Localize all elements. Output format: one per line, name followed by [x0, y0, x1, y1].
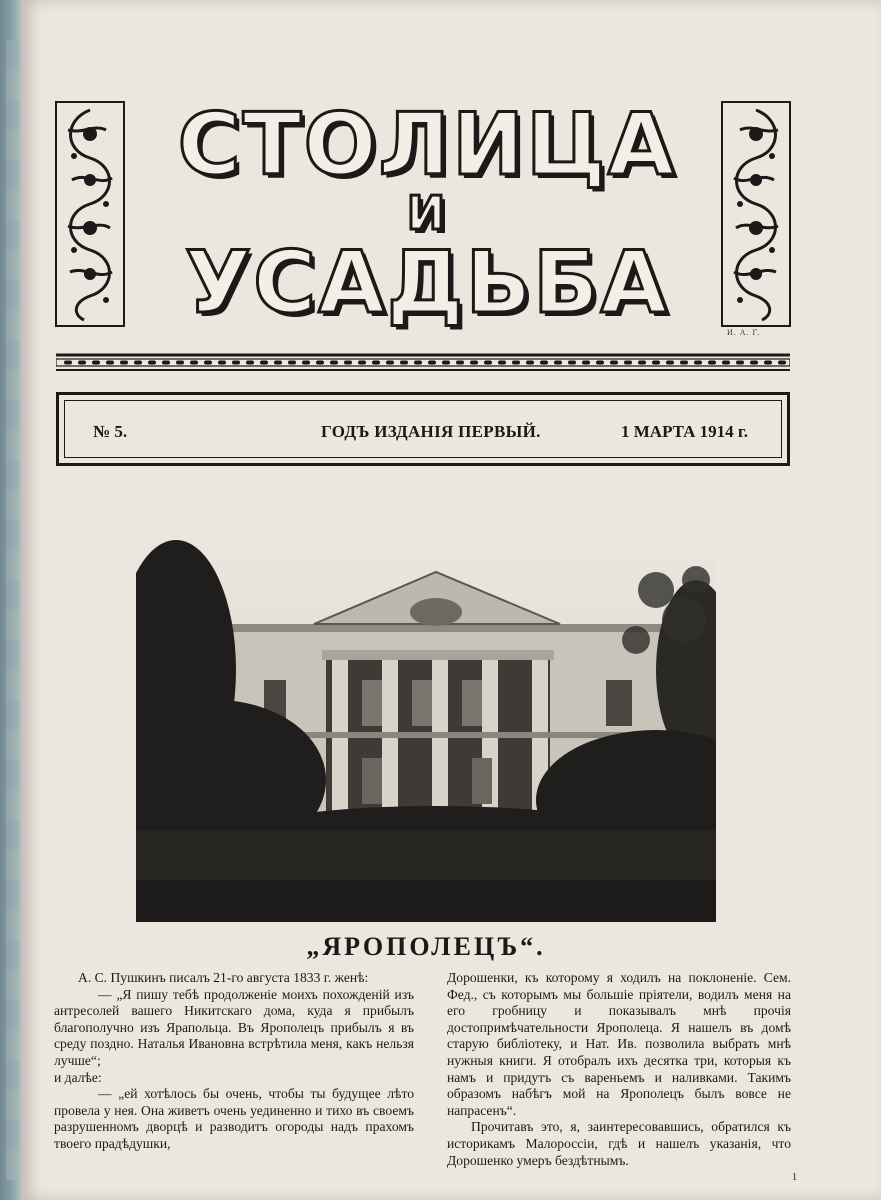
- article-column-left: [54, 970, 414, 1153]
- article-paragraph: Прочитавъ это, я, заинтересовавшись, обратился къ историкамъ Малороссіи, гдѣ и нашелъ указанія, что Дорошенко умеръ бездѣтнымъ.: [447, 1119, 791, 1168]
- article-paragraph: — „ей хотѣлось бы очень, чтобы ты будущее лѣто провела у нея. Она живетъ очень уединенно и тихо въ своемъ разрушенномъ дворцѣ и разводитъ огороды надъ прахомъ твоего прадѣдушки,: [54, 1086, 414, 1151]
- binding-edge: [6, 40, 20, 1180]
- article-column-right: [447, 970, 791, 1169]
- article-paragraph: А. С. Пушкинъ писалъ 21-го августа 1833 г. женѣ:: [78, 970, 369, 985]
- masthead-title-conjunction: И: [406, 186, 448, 240]
- floral-ornament-left-icon: [54, 100, 126, 328]
- masthead-title-bottom: УСАДЬБА: [184, 233, 670, 333]
- publication-year-label: ГОДЪ ИЗДАНІЯ ПЕРВЫЙ.: [321, 422, 541, 441]
- issue-info-bar: [56, 392, 790, 466]
- floral-ornament-right-icon: [720, 100, 792, 328]
- article-paragraph: Дорошенки, къ которому я ходилъ на поклоненіе. Сем. Фед., съ которымъ мы большіе пріятели, водилъ меня на его гробницу и показывалъ мнѣ прочія достопримѣчательности Ярополеца. Я нашелъ въ домѣ старую библіотеку, и Нат. Ив. позволила выбрать мнѣ нужныя книги. Я отобралъ ихъ десятка три, которыя къ намъ и придутъ съ вареньемъ и наливками. Такимъ образомъ набѣгъ мой на Ярополецъ былъ вовсе не напрасенъ“.: [447, 970, 791, 1118]
- issue-date: 1 МАРТА 1914 г.: [621, 422, 748, 441]
- artist-monogram: И. А. Г.: [727, 328, 761, 337]
- article-title: „ЯРОПОЛЕЦЪ“.: [306, 932, 546, 961]
- magazine-page: [22, 0, 881, 1200]
- masthead-title-top: СТОЛИЦА: [177, 95, 677, 195]
- article-paragraph: и далѣе:: [54, 1069, 102, 1085]
- manor-house-photo: [136, 520, 716, 922]
- issue-number: № 5.: [93, 422, 128, 441]
- page-number: 1: [792, 1172, 797, 1183]
- book-binding: [0, 0, 22, 1200]
- article-paragraph: — „Я пишу тебѣ продолженіе моихъ похожденій изъ антресолей вашего Никитскаго дома, куда я прибылъ благополучно изъ Ярапольца. Въ Ярополецъ прибылъ я въ среду поздно. Наталья Ивановна встрѣтила меня, какъ нельзя лучше“;: [54, 986, 414, 1068]
- decorative-rule: [56, 352, 790, 372]
